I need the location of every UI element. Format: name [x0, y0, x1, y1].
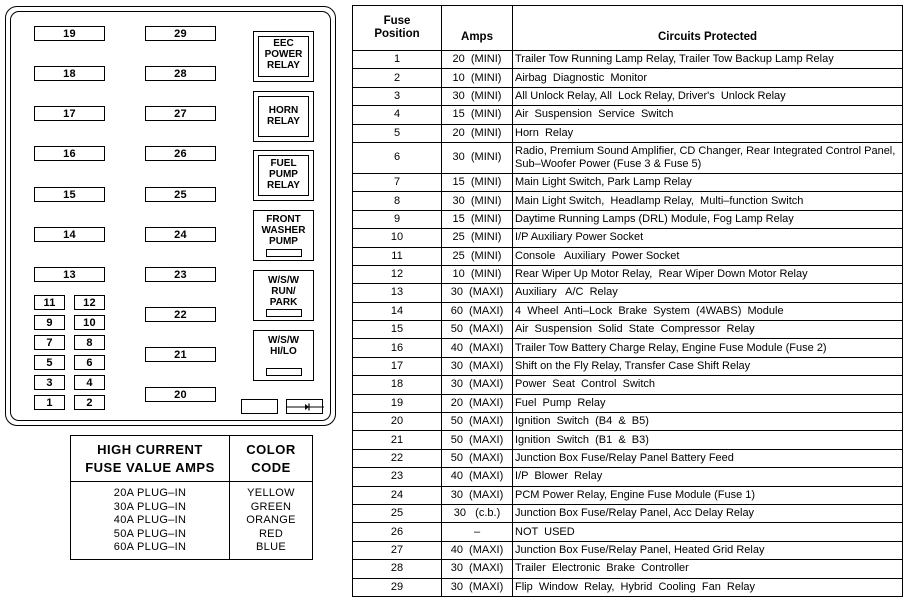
table-row [353, 413, 903, 431]
table-row [353, 173, 903, 191]
circuits-cell: All Unlock Relay, All Lock Relay, Driver's Unlock Relay [513, 87, 903, 105]
amps-cell: 30 (MINI) [442, 142, 513, 173]
fuse-slot-13: 13 [34, 267, 105, 282]
fuse-position-cell: 27 [353, 541, 442, 559]
amps-cell: 60 (MAXI) [442, 302, 513, 320]
circuits-cell: Junction Box Fuse/Relay Panel, Heated Grid Relay [513, 541, 903, 559]
fuse-slot-6: 6 [74, 355, 105, 370]
amps-cell: 15 (MINI) [442, 173, 513, 191]
relay-fuel-pump [253, 150, 314, 201]
legend-color: GREEN [250, 500, 292, 513]
circuits-cell: Airbag Diagnostic Monitor [513, 69, 903, 87]
legend-header-line: CODE [251, 460, 291, 475]
amps-cell: 30 (MAXI) [442, 284, 513, 302]
circuits-cell: Trailer Electronic Brake Controller [513, 560, 903, 578]
table-row [353, 210, 903, 228]
legend-value: 60A PLUG–IN [113, 541, 187, 554]
table-row [353, 376, 903, 394]
table-row [353, 51, 903, 69]
amps-cell: 30 (MAXI) [442, 560, 513, 578]
fuse-slot-22: 22 [145, 307, 216, 322]
circuits-cell: Radio, Premium Sound Amplifier, CD Changer, Rear Integrated Control Panel, Sub–Woofer Power (Fuse 3 & Fuse 5) [513, 142, 903, 173]
fuse-position-cell: 14 [353, 302, 442, 320]
relay-label: FUEL PUMP RELAY [267, 158, 300, 191]
fuse-position-cell: 15 [353, 321, 442, 339]
legend-header-line: COLOR [246, 442, 296, 457]
circuits-cell: Ignition Switch (B1 & B3) [513, 431, 903, 449]
header-circuits-protected: Circuits Protected [513, 6, 903, 51]
fuse-slot-7: 7 [34, 335, 65, 350]
amps-cell: 25 (MINI) [442, 247, 513, 265]
table-row [353, 578, 903, 596]
fuse-slot-4: 4 [74, 375, 105, 390]
legend-header-line: FUSE VALUE AMPS [85, 460, 215, 475]
table-row [353, 87, 903, 105]
table-row [353, 192, 903, 210]
fuse-position-cell: 11 [353, 247, 442, 265]
amps-cell: 10 (MINI) [442, 265, 513, 283]
amps-cell: 20 (MINI) [442, 124, 513, 142]
fuse-position-cell: 7 [353, 173, 442, 191]
table-row [353, 284, 903, 302]
amps-cell: – [442, 523, 513, 541]
legend-color: ORANGE [246, 514, 296, 527]
amps-cell: 50 (MAXI) [442, 431, 513, 449]
circuits-cell: Main Light Switch, Headlamp Relay, Multi–function Switch [513, 192, 903, 210]
amps-cell: 15 (MINI) [442, 210, 513, 228]
fuse-slot-5: 5 [34, 355, 65, 370]
table-row [353, 142, 903, 173]
fuse-slot-26: 26 [145, 146, 216, 161]
fuse-slot-21: 21 [145, 347, 216, 362]
header-amps: Amps [442, 6, 513, 51]
legend-color: RED [258, 527, 284, 540]
circuits-cell: Main Light Switch, Park Lamp Relay [513, 173, 903, 191]
circuits-cell: Junction Box Fuse/Relay Panel, Acc Delay Relay [513, 504, 903, 522]
table-row [353, 486, 903, 504]
table-row [353, 302, 903, 320]
table-row [353, 321, 903, 339]
color-code-legend [70, 435, 313, 560]
diode-slot [286, 399, 323, 414]
relay-label: W/S/W RUN/ PARK [267, 275, 300, 308]
fuse-position-cell: 12 [353, 265, 442, 283]
fuse-slot-19: 19 [34, 26, 105, 41]
table-header-row [353, 6, 903, 51]
amps-cell: 25 (MINI) [442, 229, 513, 247]
circuits-cell: Flip Window Relay, Hybrid Cooling Fan Relay [513, 578, 903, 596]
table-row [353, 541, 903, 559]
circuits-cell: Air Suspension Solid State Compressor Relay [513, 321, 903, 339]
fuse-slot-29: 29 [145, 26, 216, 41]
amps-cell: 15 (MINI) [442, 106, 513, 124]
relay-label: W/S/W HI/LO [267, 335, 300, 357]
relay-label: EEC POWER RELAY [264, 38, 303, 71]
legend-value: 50A PLUG–IN [113, 527, 187, 540]
legend-divider-horizontal [71, 481, 312, 482]
amps-cell: 40 (MAXI) [442, 541, 513, 559]
relay-label: FRONT WASHER PUMP [261, 214, 306, 247]
fuse-slot-9: 9 [34, 315, 65, 330]
amps-cell: 20 (MAXI) [442, 394, 513, 412]
table-row [353, 69, 903, 87]
table-row [353, 523, 903, 541]
fuse-position-cell: 9 [353, 210, 442, 228]
table-row [353, 431, 903, 449]
fuse-position-cell: 21 [353, 431, 442, 449]
amps-cell: 40 (MAXI) [442, 468, 513, 486]
circuits-cell: Console Auxiliary Power Socket [513, 247, 903, 265]
amps-cell: 30 (MAXI) [442, 357, 513, 375]
fuse-slot-16: 16 [34, 146, 105, 161]
relay-eec-power [253, 31, 314, 82]
circuits-cell: Ignition Switch (B4 & B5) [513, 413, 903, 431]
fuse-slot-8: 8 [74, 335, 105, 350]
circuits-cell: NOT USED [513, 523, 903, 541]
legend-header-fuse-value [71, 441, 229, 477]
fuse-position-cell: 5 [353, 124, 442, 142]
fuse-slot-14: 14 [34, 227, 105, 242]
circuits-cell: Horn Relay [513, 124, 903, 142]
legend-header-line: HIGH CURRENT [97, 442, 203, 457]
amps-cell: 50 (MAXI) [442, 321, 513, 339]
fuse-slot-24: 24 [145, 227, 216, 242]
circuits-cell: PCM Power Relay, Engine Fuse Module (Fuse 1) [513, 486, 903, 504]
fuse-slot-2: 2 [74, 395, 105, 410]
circuits-cell: 4 Wheel Anti–Lock Brake System (4WABS) Module [513, 302, 903, 320]
fuse-slot-12: 12 [74, 295, 105, 310]
circuits-cell: Trailer Tow Battery Charge Relay, Engine Fuse Module (Fuse 2) [513, 339, 903, 357]
table-row [353, 265, 903, 283]
legend-value: 40A PLUG–IN [113, 514, 187, 527]
fuse-position-cell: 1 [353, 51, 442, 69]
table-row [353, 229, 903, 247]
legend-values-column [71, 487, 229, 555]
fuse-table [352, 5, 903, 597]
fuse-slot-18: 18 [34, 66, 105, 81]
table-row [353, 247, 903, 265]
relay-label: HORN RELAY [267, 105, 300, 127]
fuse-position-cell: 10 [353, 229, 442, 247]
fuse-position-cell: 24 [353, 486, 442, 504]
fuse-position-cell: 29 [353, 578, 442, 596]
relay-wsw-run-park [253, 270, 314, 321]
fuse-slot-23: 23 [145, 267, 216, 282]
amps-cell: 40 (MAXI) [442, 339, 513, 357]
legend-value: 20A PLUG–IN [113, 487, 187, 499]
fuse-slot-15: 15 [34, 187, 105, 202]
spare-slot [241, 399, 278, 414]
circuits-cell: Auxiliary A/C Relay [513, 284, 903, 302]
legend-colors-column [230, 487, 312, 555]
fuse-position-cell: 22 [353, 449, 442, 467]
legend-value: 30A PLUG–IN [113, 500, 187, 513]
amps-cell: 50 (MAXI) [442, 413, 513, 431]
table-row [353, 357, 903, 375]
table-row [353, 124, 903, 142]
table-row [353, 560, 903, 578]
fuse-position-cell: 2 [353, 69, 442, 87]
circuits-cell: Power Seat Control Switch [513, 376, 903, 394]
amps-cell: 20 (MINI) [442, 51, 513, 69]
circuits-cell: Trailer Tow Running Lamp Relay, Trailer Tow Backup Lamp Relay [513, 51, 903, 69]
amps-cell: 10 (MINI) [442, 69, 513, 87]
table-row [353, 106, 903, 124]
relay-slot [266, 368, 302, 376]
fuse-position-cell: 4 [353, 106, 442, 124]
fuse-slot-3: 3 [34, 375, 65, 390]
circuits-cell: Junction Box Fuse/Relay Panel Battery Feed [513, 449, 903, 467]
fuse-position-cell: 17 [353, 357, 442, 375]
amps-cell: 30 (MAXI) [442, 486, 513, 504]
amps-cell: 30 (c.b.) [442, 504, 513, 522]
amps-cell: 30 (MAXI) [442, 578, 513, 596]
fuse-position-cell: 13 [353, 284, 442, 302]
amps-cell: 30 (MAXI) [442, 376, 513, 394]
circuits-cell: Daytime Running Lamps (DRL) Module, Fog Lamp Relay [513, 210, 903, 228]
fuse-slot-27: 27 [145, 106, 216, 121]
relay-slot [266, 249, 302, 257]
circuits-cell: Rear Wiper Up Motor Relay, Rear Wiper Down Motor Relay [513, 265, 903, 283]
fuse-position-cell: 28 [353, 560, 442, 578]
fuse-position-cell: 26 [353, 523, 442, 541]
circuits-cell: I/P Blower Relay [513, 468, 903, 486]
fuse-slot-11: 11 [34, 295, 65, 310]
fuse-slot-17: 17 [34, 106, 105, 121]
table-row [353, 468, 903, 486]
fuse-position-cell: 3 [353, 87, 442, 105]
relay-slot [266, 309, 302, 317]
fuse-slot-1: 1 [34, 395, 65, 410]
fuse-position-cell: 6 [353, 142, 442, 173]
header-fuse-position [353, 6, 442, 51]
legend-color: BLUE [256, 541, 286, 554]
relay-wsw-hi-lo [253, 330, 314, 381]
circuits-cell: I/P Auxiliary Power Socket [513, 229, 903, 247]
fuse-position-cell: 20 [353, 413, 442, 431]
diode-icon [287, 400, 324, 415]
fuse-slot-25: 25 [145, 187, 216, 202]
header-line: Position [374, 28, 420, 40]
header-line: Fuse [383, 15, 411, 27]
fuse-slot-28: 28 [145, 66, 216, 81]
circuits-cell: Fuel Pump Relay [513, 394, 903, 412]
fuse-position-cell: 18 [353, 376, 442, 394]
legend-color: YELLOW [247, 487, 295, 499]
fuse-position-cell: 19 [353, 394, 442, 412]
table-row [353, 394, 903, 412]
relay-front-washer-pump [253, 210, 314, 261]
fuse-position-cell: 16 [353, 339, 442, 357]
legend-header-color-code [230, 441, 312, 477]
fuse-slot-20: 20 [145, 387, 216, 402]
fuse-position-cell: 8 [353, 192, 442, 210]
relay-horn [253, 91, 314, 142]
amps-cell: 50 (MAXI) [442, 449, 513, 467]
circuits-cell: Shift on the Fly Relay, Transfer Case Shift Relay [513, 357, 903, 375]
fuse-position-cell: 23 [353, 468, 442, 486]
fuse-position-cell: 25 [353, 504, 442, 522]
amps-cell: 30 (MINI) [442, 192, 513, 210]
amps-cell: 30 (MINI) [442, 87, 513, 105]
fuse-slot-10: 10 [74, 315, 105, 330]
table-row [353, 504, 903, 522]
table-row [353, 449, 903, 467]
table-row [353, 339, 903, 357]
circuits-cell: Air Suspension Service Switch [513, 106, 903, 124]
